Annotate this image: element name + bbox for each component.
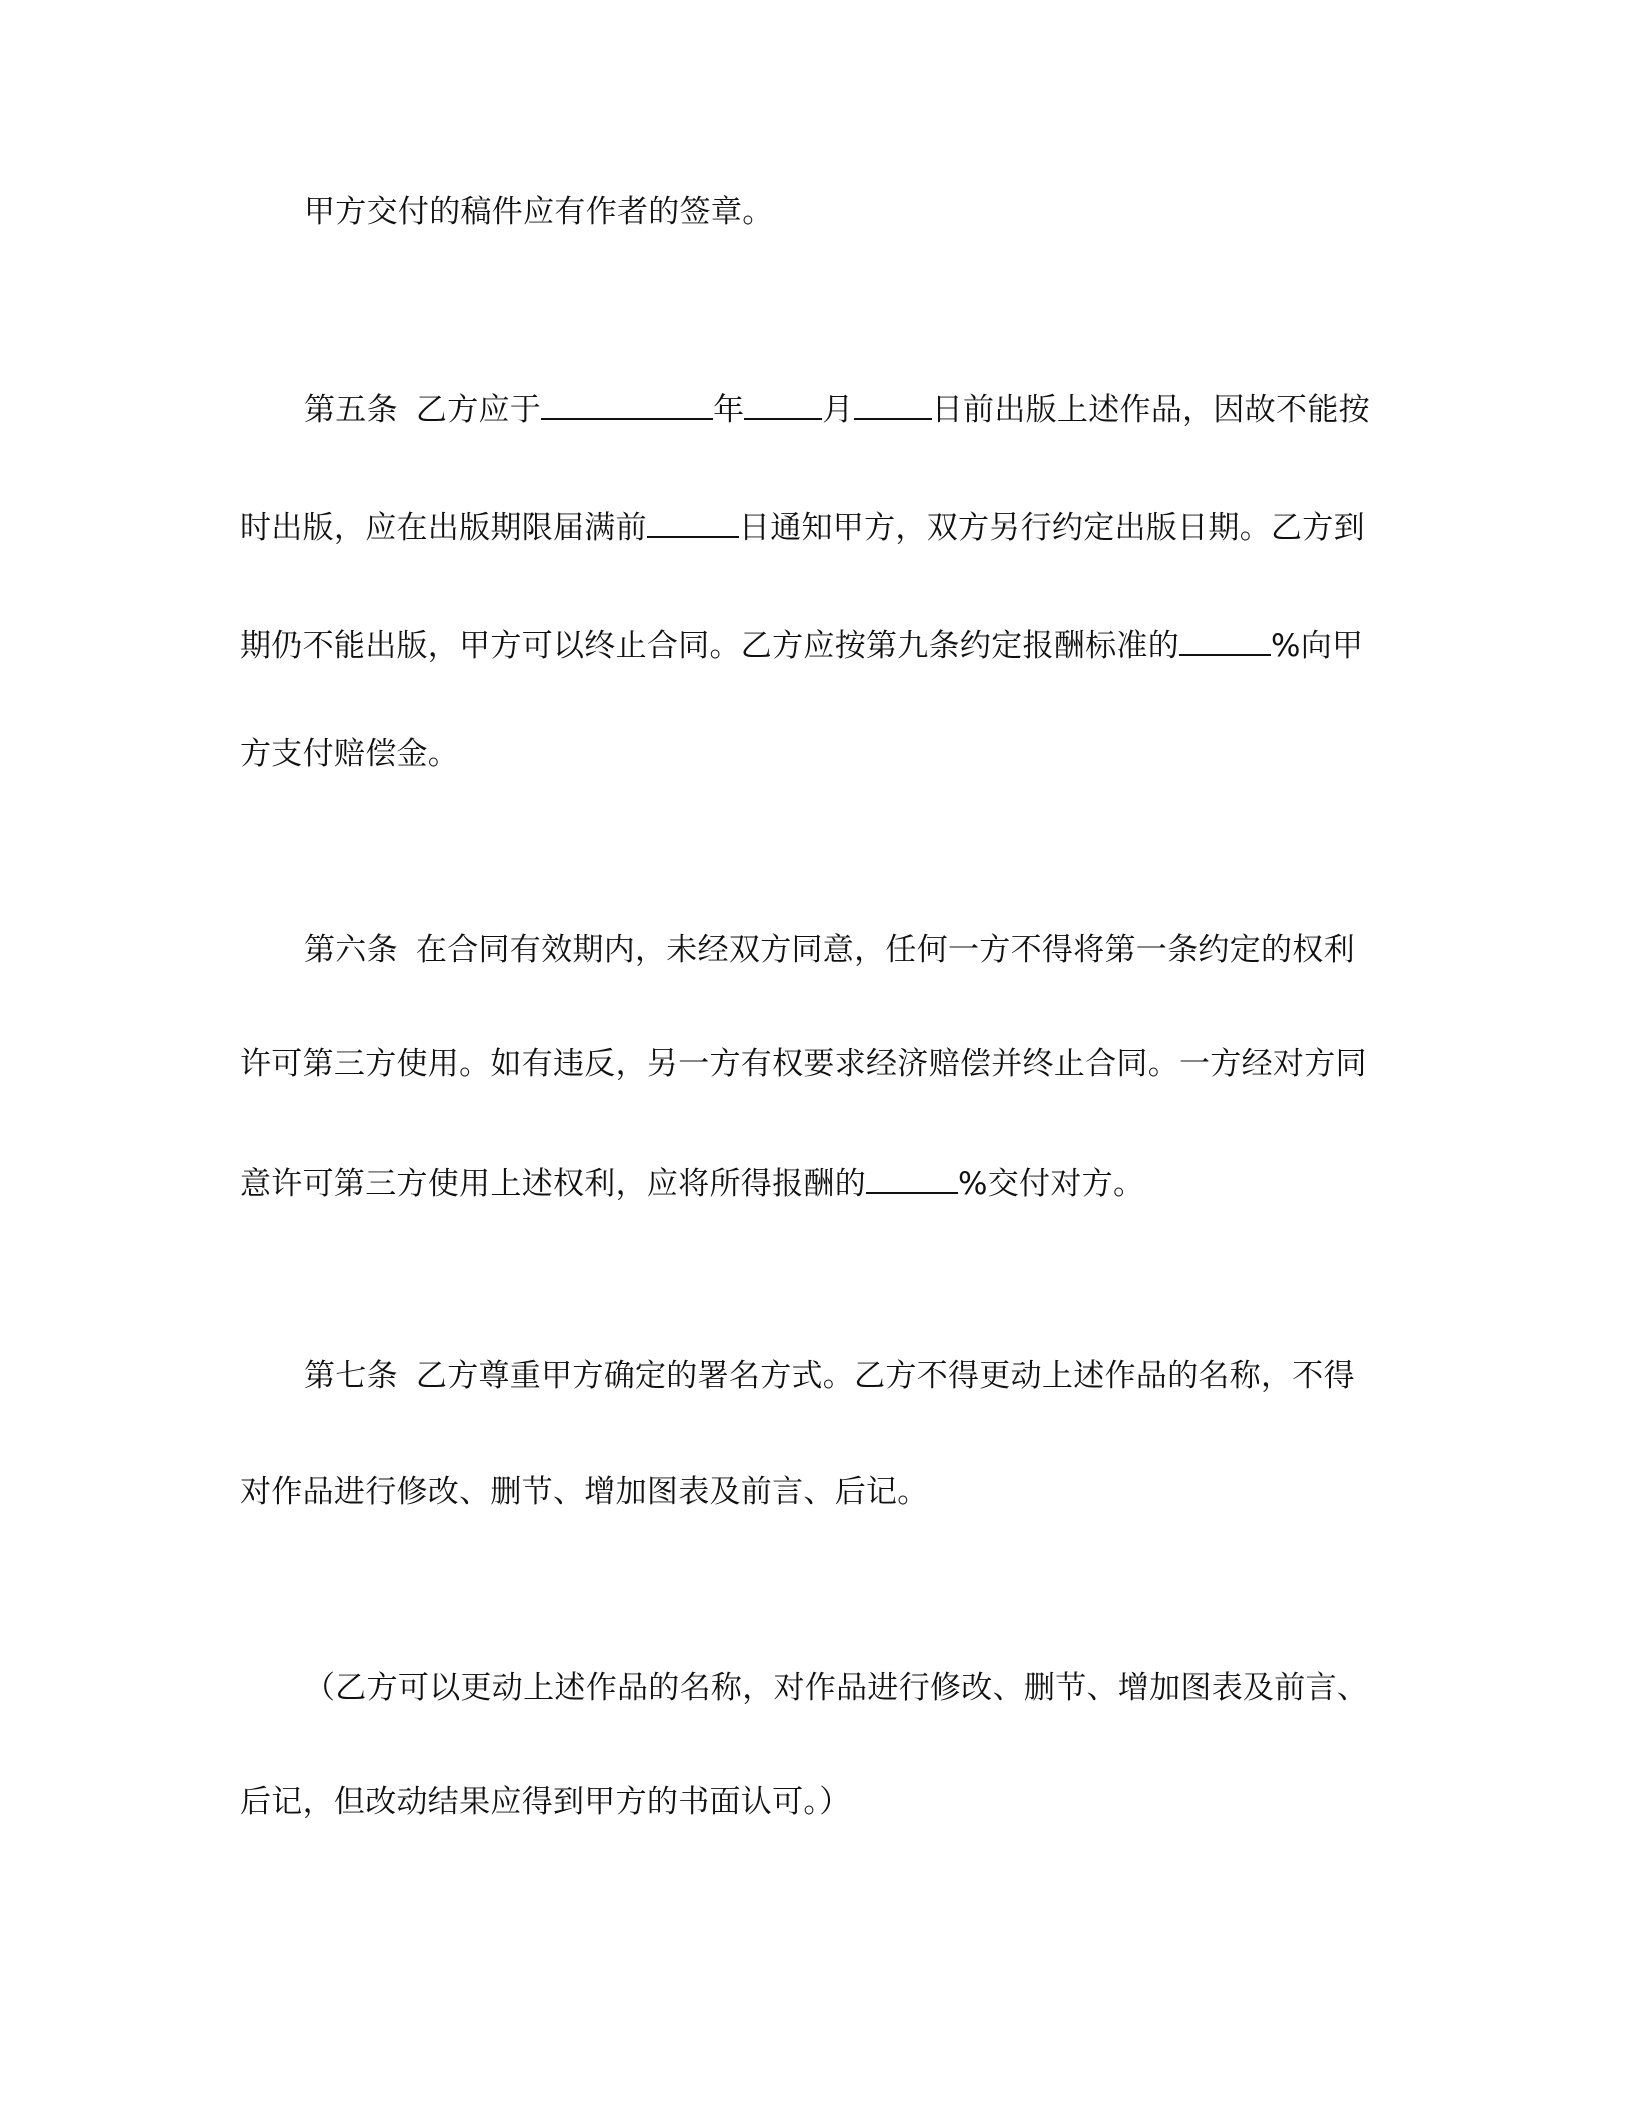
text-segment: 对作品进行修改、删节、增加图表及前言、后记。 (240, 1474, 929, 1510)
article-6-line-2 (240, 1044, 1367, 1084)
blank-notice-days-field[interactable] (647, 506, 739, 538)
blank-day-field[interactable] (854, 388, 932, 420)
article-7-alt-line-2 (240, 1782, 851, 1822)
text-segment: 乙方尊重甲方确定的署名方式。乙方不得更动上述作品的名称，不得 (415, 1358, 1355, 1394)
text-segment: %交付对方。 (958, 1166, 1145, 1202)
article-7-line-1 (304, 1356, 1355, 1396)
text-segment: （乙方可以更动上述作品的名称，对作品进行修改、删节、增加图表及前言、 (304, 1670, 1369, 1706)
article-7-alt-line-1 (304, 1668, 1368, 1708)
text-segment: 乙方应于 (415, 392, 542, 428)
article-6-line-3 (240, 1162, 1144, 1204)
paragraph-signature-line-1 (304, 192, 774, 232)
text-segment: 日通知甲方，双方另行约定出版日期。乙方到 (738, 510, 1365, 546)
text-segment: 日前出版上述作品，因故不能按 (931, 392, 1370, 428)
article-5-line-4 (240, 734, 459, 774)
article-7-label: 第七条 (304, 1358, 398, 1394)
article-5-label: 第五条 (304, 392, 398, 428)
text-segment: 意许可第三方使用上述权利，应将所得报酬的 (240, 1166, 866, 1202)
text-segment: 月 (822, 392, 854, 428)
text-segment: %向甲 (1271, 628, 1364, 664)
blank-year-field[interactable] (541, 388, 713, 420)
text-segment: 甲方交付的稿件应有作者的签章。 (304, 194, 774, 230)
article-6-label: 第六条 (304, 932, 398, 968)
article-6-line-1 (304, 930, 1355, 970)
article-7-line-2 (240, 1472, 929, 1512)
blank-month-field[interactable] (744, 388, 822, 420)
article-5-line-2 (240, 506, 1365, 548)
text-segment: 后记，但改动结果应得到甲方的书面认可。） (240, 1784, 851, 1820)
text-segment: 时出版，应在出版期限届满前 (240, 510, 647, 546)
text-segment: 方支付赔偿金。 (240, 736, 460, 772)
text-segment: 许可第三方使用。如有违反，另一方有权要求经济赔偿并终止合同。一方经对方同 (240, 1046, 1367, 1082)
text-segment: 期仍不能出版，甲方可以终止合同。乙方应按第九条约定报酬标准的 (240, 628, 1179, 664)
text-segment: 年 (713, 392, 745, 428)
article-5-line-3 (240, 624, 1363, 666)
article-5-line-1 (304, 388, 1370, 430)
blank-share-percent-field[interactable] (866, 1162, 958, 1194)
blank-compensation-percent-field[interactable] (1179, 624, 1271, 656)
text-segment: 在合同有效期内，未经双方同意，任何一方不得将第一条约定的权利 (415, 932, 1355, 968)
